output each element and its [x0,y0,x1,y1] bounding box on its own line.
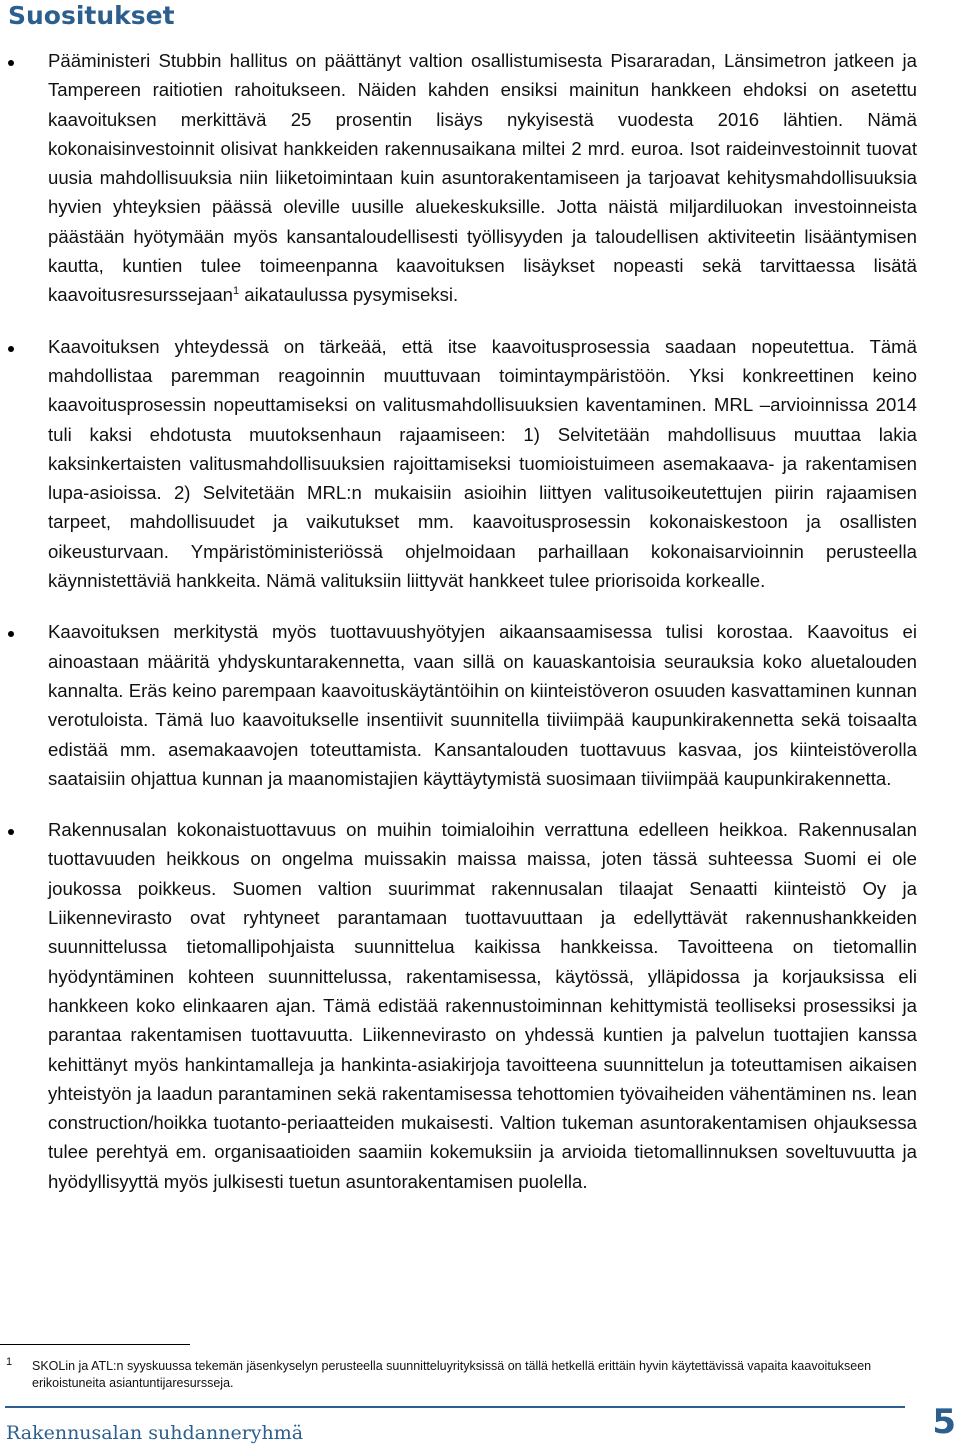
recommendation-list [0,46,960,1196]
paragraph: Kaavoituksen yhteydessä on tärkeää, että itse kaavoitusprosessia saadaan nopeutettua. Tämä mahdollistaa paremman reagoinnin muuttuvaan toimintaympäristöön. Yksi konkreettinen keino kaavoitusprosessin nopeuttamiseksi on valitusmahdollisuuksien kaventaminen. MRL –arvioinnissa 2014 tuli kaksi ehdotusta muutoksenhaun rajaamiseen: 1) Selvitetään mahdollisuus muuttaa lakia kaksinkertaisten valitusmahdollisuuksien rajoittamiseksi tuomioistuimeen asemakaava- ja rakentamisen lupa-asioissa. 2) Selvitetään MRL:n mukaisiin asioihin liittyen valitusoikeutettujen piirin rajaamisen tarpeet, mahdollisuudet ja vaikutukset mm. kaavoitusprosessin kokonaiskestoon ja osallisten oikeusturvaan. Ympäristöministeriössä ohjelmoidaan parhaillaan kokonaisarvioinnin perusteella käynnistettäviä hankkeita. Nämä valituksiin liittyvät hankkeet tulee priorisoida korkealle. [48,335,917,592]
footnote-reference[interactable]: 1 [233,285,240,298]
paragraph [48,46,917,310]
bullet-icon [8,631,14,637]
footer-divider [5,1406,905,1408]
bullet-icon [8,60,14,66]
paragraph-text: Pääministeri Stubbin hallitus on päättänyt valtion osallistumisesta Pisararadan, Länsimetron jatkeen ja Tampereen raitiotien rahoitukseen. Näiden kahden ensiksi mainitun hankkeen ehdoksi on asetettu kaavoituksen merkittävä 25 prosentin lisäys nykyisestä vuodesta 2016 lähtien. Nämä kokonaisinvestoinnit olisivat hankkeiden rakennusaikana miltei 2 mrd. euroa. Isot raideinvestoinnit tuovat uusia mahdollisuuksia niin liiketoimintaan kuin asuntorakentamiseen ja tarjoavat kehitysmahdollisuuksia hyvien yhteyksien päässä oleville uusille aluekeskuksille. Jotta näistä miljardiluokan investoinneista päästään hyötymään myös kansantaloudellisesti työllisyyden ja taloudellisen aktiviteetin lisääntymisen kautta, kuntien tulee toimeenpanna kaavoituksen lisäykset nopeasti sekä tarvittaessa lisätä kaavoitusresurssejaan [48,50,917,306]
paragraph: Kaavoituksen merkitystä myös tuottavuushyötyjen aikaansaamisessa tulisi korostaa. Kaavoitus ei ainoastaan määritä yhdyskuntarakennetta, vaan sillä on kauaskantoisia seurauksia koko aluetalouden kannalta. Eräs keino parempaan kaavoituskäytäntöihin on kiinteistöveron osuuden kasvattaminen kunnan verotuloista. Tämä luo kaavoitukselle insentiivit suunnitella tiiviimpää kaupunkirakennetta sekä toisaalta edistää mm. asemakaavojen toteuttamista. Kansantalouden tuottavuus kasvaa, jos kiinteistöverolla saataisiin ohjattua kunnan ja maanomistajien käyttäytymistä suosimaan tiiviimpää kaupunkirakennetta. [48,621,917,789]
list-item [0,617,960,793]
paragraph-text-end: aikataulussa pysymiseksi. [239,284,459,306]
paragraph: Rakennusalan kokonaistuottavuus on muihin toimialoihin verrattuna edelleen heikkoa. Rakennusalan tuottavuuden heikkous on ongelma muissakin maissa maissa, joten tässä suhteessa Suomi ei ole joukossa poikkeus. Suomen valtion suurimmat rakennusalan tilaajat Senaatti kiinteistö Oy ja Liikennevirasto ovat ryhtyneet parantamaan tuottavuuttaan ja edellyttävät rakennushankkeiden suunnittelussa tietomallipohjaista suunnittelua kaikissa hankkeissa. Tavoitteena on tietomallin hyödyntäminen kohteen suunnittelussa, rakentamisessa, käytössä, ylläpidossa ja korjauksissa eli hankkeen koko elinkaaren ajan. Tämä edistää rakennustoiminnan kehittymistä teolliseksi prosessiksi ja parantaa rakentamisen tuottavuutta. Liikennevirasto on yhdessä kuntien ja palvelun tuottajien kanssa kehittänyt myös hankintamalleja ja hankinta-asiakirjoja tavoitteena suunnittelun ja toteuttamisen aikaisen yhteistyön ja laadun parantaminen sekä rakentamisessa tehottomien työvaiheiden vähentäminen ns. lean construction/hoikka tuotanto-periaatteiden mukaisesti. Valtion tukeman asuntorakentamisen ohjauksessa tulee perehtyä em. organisaatioiden saamiin kokemuksiin ja arvioida tietomallinnuksen soveltuvuutta ja hyödyllisyyttä myös julkisesti tuetun asuntorakentamisen puolella. [48,819,917,1192]
footer-title: Rakennusalan suhdanneryhmä [6,1422,304,1444]
page-number: 5 [932,1402,956,1442]
footnote [0,1358,930,1392]
list-item [0,46,960,310]
list-item [0,815,960,1196]
footnote-text: SKOLin ja ATL:n syyskuussa tekemän jäsenkyselyn perusteella suunnitteluyrityksissä on tällä hetkellä erittäin hyvin käytettävissä vapaita kaavoitukseen erikoistuneita asiantuntijaresursseja. [32,1359,872,1390]
footnote-number: 1 [6,1356,13,1368]
bullet-icon [8,346,14,352]
footnote-divider [0,1344,190,1345]
list-item [0,332,960,596]
bullet-icon [8,829,14,835]
page-heading: Suositukset [8,1,175,30]
